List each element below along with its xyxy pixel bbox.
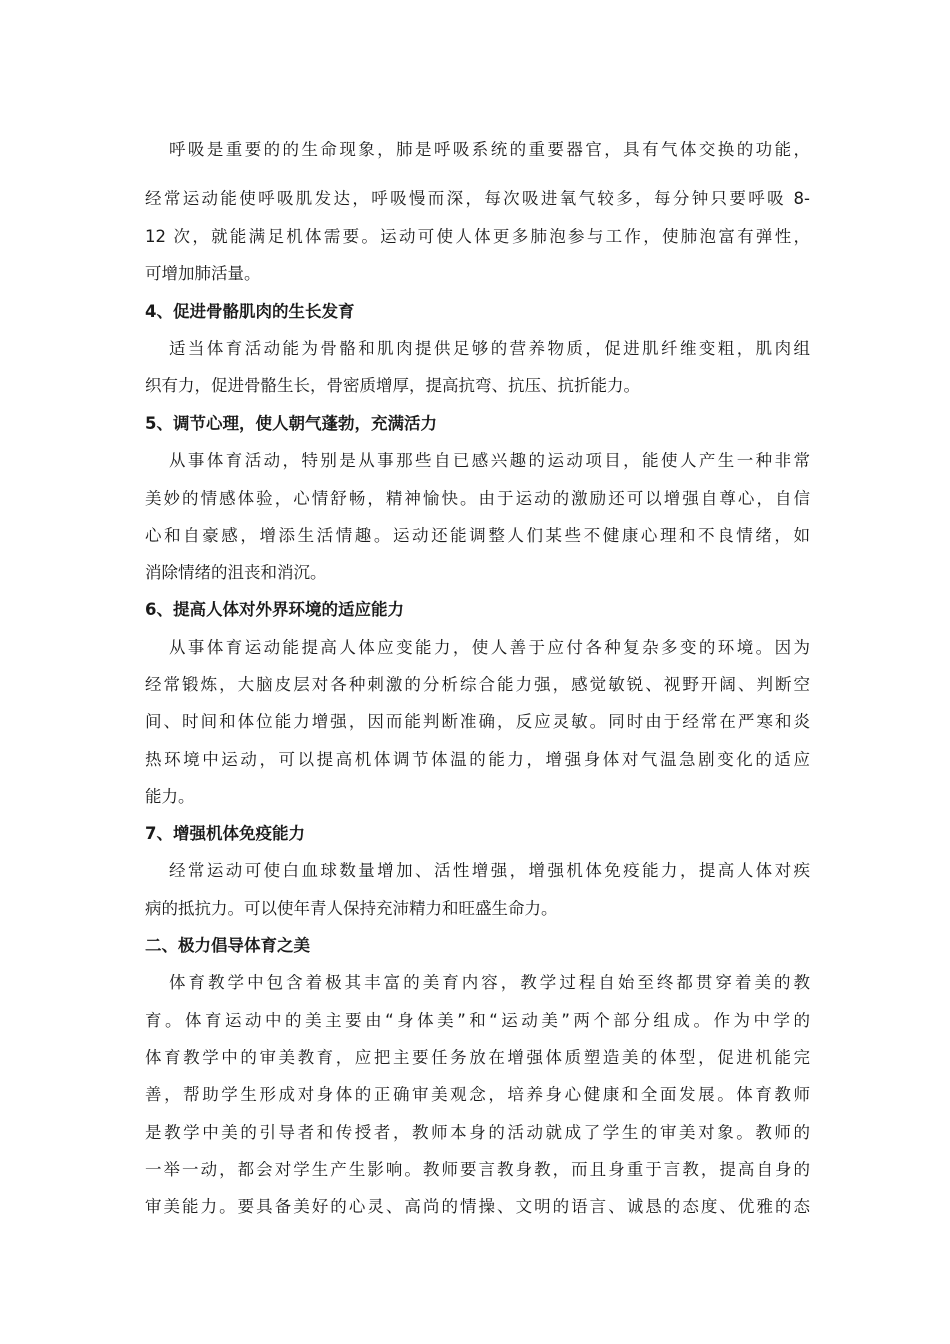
paragraph-line: 审美能力。要具备美好的心灵、高尚的情操、文明的语言、诚恳的态度、优雅的态 [145, 1197, 810, 1216]
paragraph-line: 体育教学中的审美教育，应把主要任务放在增强体质塑造美的体型，促进机能完 [145, 1048, 810, 1067]
paragraph-line: 呼吸是重要的的生命现象，肺是呼吸系统的重要器官，具有气体交换的功能， [169, 140, 810, 159]
paragraph-line: 一举一动，都会对学生产生影响。教师要言教身教，而且身重于言教，提高自身的 [145, 1160, 810, 1179]
paragraph-line: 从事体育活动，特别是从事那些自已感兴趣的运动项目，能使人产生一种非常 [169, 451, 810, 470]
section-heading: 4、促进骨骼肌肉的生长发育 [145, 302, 355, 321]
section-heading: 6、提高人体对外界环境的适应能力 [145, 600, 404, 619]
paragraph-line: 从事体育运动能提高人体应变能力，使人善于应付各种复杂多变的环境。因为 [169, 638, 810, 657]
paragraph-line: 体育教学中包含着极其丰富的美育内容，教学过程自始至终都贯穿着美的教 [169, 973, 810, 992]
section-heading: 二、极力倡导体育之美 [145, 936, 310, 955]
section-heading: 7、增强机体免疫能力 [145, 824, 305, 843]
paragraph-line: 心和自豪感，增添生活情趣。运动还能调整人们某些不健康心理和不良情绪，如 [145, 526, 810, 545]
paragraph-line: 适当体育活动能为骨骼和肌肉提供足够的营养物质，促进肌纤维变粗，肌肉组 [169, 339, 810, 358]
paragraph-line: 热环境中运动，可以提高机体调节体温的能力，增强身体对气温急剧变化的适应 [145, 750, 810, 769]
paragraph-line: 育。体育运动中的美主要由“身体美”和“运动美”两个部分组成。作为中学的 [145, 1011, 810, 1030]
section-heading: 5、调节心理，使人朝气蓬勃，充满活力 [145, 414, 437, 433]
paragraph-line: 12 次，就能满足机体需要。运动可使人体更多肺泡参与工作，使肺泡富有弹性， [145, 227, 810, 246]
paragraph-line: 经常锻炼，大脑皮层对各种刺激的分析综合能力强，感觉敏锐、视野开阔、判断空 [145, 675, 810, 694]
paragraph-line: 经常运动能使呼吸肌发达，呼吸慢而深，每次吸进氧气较多，每分钟只要呼吸 8- [145, 189, 810, 208]
paragraph-line: 经常运动可使白血球数量增加、活性增强，增强机体免疫能力，提高人体对疾 [169, 861, 810, 880]
paragraph-line: 病的抵抗力。可以使年青人保持充沛精力和旺盛生命力。 [145, 899, 558, 918]
paragraph-line: 织有力，促进骨骼生长，骨密质增厚，提高抗弯、抗压、抗折能力。 [145, 376, 640, 395]
paragraph-line: 能力。 [145, 787, 195, 806]
paragraph-line: 是教学中美的引导者和传授者，教师本身的活动就成了学生的审美对象。教师的 [145, 1123, 810, 1142]
paragraph-line: 间、时间和体位能力增强，因而能判断准确，反应灵敏。同时由于经常在严寒和炎 [145, 712, 810, 731]
paragraph-line: 善，帮助学生形成对身体的正确审美观念，培养身心健康和全面发展。体育教师 [145, 1085, 810, 1104]
paragraph-line: 可增加肺活量。 [145, 264, 261, 283]
paragraph-line: 消除情绪的沮丧和消沉。 [145, 563, 327, 582]
paragraph-line: 美妙的情感体验，心情舒畅，精神愉快。由于运动的激励还可以增强自尊心，自信 [145, 489, 810, 508]
